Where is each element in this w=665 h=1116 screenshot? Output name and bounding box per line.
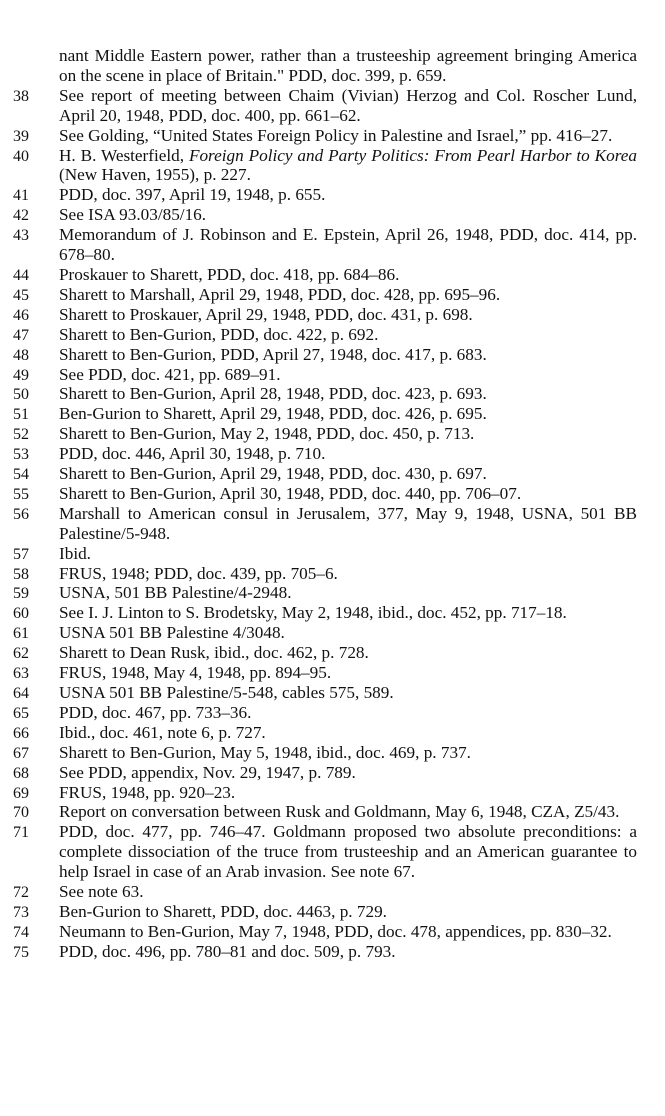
endnote-number: 55 (13, 485, 29, 503)
endnote-42 (13, 205, 637, 225)
endnote-50 (13, 384, 637, 404)
endnote-38 (13, 85, 637, 126)
endnote-text: Ibid. (59, 543, 91, 563)
endnote-68 (13, 762, 637, 783)
endnote-text: See note 63. (59, 882, 144, 902)
endnote-62 (13, 643, 637, 663)
endnote-number: 56 (13, 505, 29, 523)
endnote-67 (13, 742, 637, 763)
endnote-number: 43 (13, 227, 29, 245)
endnote-number: 48 (13, 346, 29, 364)
endnote-72 (13, 882, 637, 902)
endnote-text: USNA, 501 BB Palestine/4-2948. (59, 583, 292, 603)
endnote-63 (13, 663, 637, 683)
endnotes-list (13, 46, 637, 962)
endnote-44 (13, 264, 637, 285)
endnote-46 (13, 304, 637, 325)
endnote-text: Proskauer to Sharett, PDD, doc. 418, pp. 684–86. (59, 264, 400, 284)
endnote-continuation (59, 46, 637, 86)
endnote-59 (13, 583, 637, 603)
endnote-text: Memorandum of J. Robinson and E. Epstein, April 26, 1948, PDD, doc. 414, pp. 678–80. (59, 225, 637, 265)
endnote-text: See I. J. Linton to S. Brodetsky, May 2, 1948, ibid., doc. 452, pp. 717–18. (59, 603, 567, 623)
endnote-text: Sharett to Ben-Gurion, May 5, 1948, ibid., doc. 469, p. 737. (59, 742, 471, 762)
endnote-43 (13, 225, 637, 265)
endnote-text: PDD, doc. 496, pp. 780–81 and doc. 509, p. 793. (59, 941, 396, 961)
endnote-47 (13, 324, 637, 345)
endnote-number: 69 (13, 784, 29, 802)
endnote-text: FRUS, 1948; PDD, doc. 439, pp. 705–6. (59, 563, 338, 583)
endnote-40 (13, 145, 637, 186)
endnote-number: 38 (13, 87, 29, 105)
endnote-number: 45 (13, 286, 29, 304)
endnote-text: FRUS, 1948, pp. 920–23. (59, 782, 236, 802)
endnote-number: 41 (13, 187, 29, 205)
endnote-53 (13, 444, 637, 464)
endnote-number: 64 (13, 685, 29, 702)
endnote-number: 65 (13, 704, 29, 722)
endnote-text: Sharett to Ben-Gurion, May 2, 1948, PDD, doc. 450, p. 713. (59, 424, 475, 444)
endnote-number: 67 (13, 744, 29, 762)
endnote-number: 62 (13, 645, 29, 663)
endnote-number: 46 (13, 306, 29, 324)
endnote-number: 53 (13, 446, 29, 464)
endnote-text: Ben-Gurion to Sharett, PDD, doc. 4463, p. 729. (59, 901, 387, 921)
endnote-39 (13, 125, 637, 146)
endnote-text: PDD, doc. 446, April 30, 1948, p. 710. (59, 444, 326, 464)
endnote-text: See report of meeting between Chaim (Vivian) Herzog and Col. Roscher Lund, April 20, 1948, PDD, doc. 400, pp. 661–62. (59, 85, 637, 125)
endnote-58 (13, 563, 637, 584)
endnote-74 (13, 921, 637, 942)
endnote-text: Sharett to Ben-Gurion, April 30, 1948, PDD, doc. 440, pp. 706–07. (59, 483, 522, 503)
endnote-text: Sharett to Ben-Gurion, PDD, April 27, 1948, doc. 417, p. 683. (59, 344, 487, 364)
endnote-61 (13, 623, 637, 643)
endnote-73 (13, 901, 637, 922)
endnote-number: 68 (13, 764, 29, 782)
endnote-69 (13, 782, 637, 803)
endnote-66 (13, 722, 637, 743)
endnote-text: See PDD, doc. 421, pp. 689–91. (59, 364, 281, 384)
endnote-text: USNA 501 BB Palestine 4/3048. (59, 623, 285, 643)
endnote-70 (13, 802, 637, 822)
endnote-text: Sharett to Ben-Gurion, April 29, 1948, PDD, doc. 430, p. 697. (59, 464, 487, 484)
endnote-65 (13, 702, 637, 723)
endnote-number: 39 (13, 127, 29, 145)
endnote-number: 51 (13, 406, 29, 424)
endnote-text: Marshall to American consul in Jerusalem, 377, May 9, 1948, USNA, 501 BB Palestine/5-948. (59, 503, 637, 543)
endnote-number: 40 (13, 147, 29, 165)
endnote-54 (13, 464, 637, 484)
endnote-text: USNA 501 BB Palestine/5-548, cables 575, 589. (59, 683, 394, 702)
endnote-number: 63 (13, 665, 29, 683)
endnote-number: 57 (13, 545, 29, 563)
endnote-57 (13, 543, 637, 564)
endnote-48 (13, 344, 637, 365)
endnote-number: 71 (13, 824, 29, 842)
endnote-number: 75 (13, 943, 29, 961)
endnote-number: 52 (13, 426, 29, 444)
endnote-number: 60 (13, 605, 29, 623)
endnote-number: 47 (13, 326, 29, 344)
endnote-51 (13, 404, 637, 424)
endnote-text: nant Middle Eastern power, rather than a trusteeship agreement bringing America on the scene in place of Britain." PDD, doc. 399, p. 659. (59, 46, 637, 85)
endnote-number: 54 (13, 466, 29, 484)
endnote-number: 59 (13, 585, 29, 603)
endnote-text: H. B. Westerfield, (59, 145, 189, 165)
endnote-71 (13, 822, 637, 882)
endnote-text: Sharett to Marshall, April 29, 1948, PDD, doc. 428, pp. 695–96. (59, 284, 501, 304)
endnote-number: 50 (13, 386, 29, 404)
endnote-number: 44 (13, 266, 29, 284)
endnote-41 (13, 185, 637, 205)
endnote-text: Ben-Gurion to Sharett, April 29, 1948, PDD, doc. 426, p. 695. (59, 404, 487, 424)
endnote-text: (New Haven, 1955), p. 227. (59, 165, 251, 185)
endnote-text: See Golding, “United States Foreign Policy in Palestine and Israel,” pp. 416–27. (59, 125, 613, 145)
endnote-text: Ibid., doc. 461, note 6, p. 727. (59, 722, 266, 742)
endnote-64 (13, 683, 637, 703)
endnote-italic-title: Foreign Policy and Party Politics: From Pearl Harbor to Korea (188, 145, 637, 165)
endnote-text: Sharett to Ben-Gurion, April 28, 1948, PDD, doc. 423, p. 693. (59, 384, 487, 404)
endnote-52 (13, 424, 637, 444)
endnote-text: Sharett to Dean Rusk, ibid., doc. 462, p. 728. (59, 643, 369, 663)
endnote-number: 49 (13, 366, 29, 384)
endnote-text: Report on conversation between Rusk and Goldmann, May 6, 1948, CZA, Z5/43. (59, 802, 620, 822)
endnote-text: PDD, doc. 397, April 19, 1948, p. 655. (59, 185, 326, 205)
endnote-text: PDD, doc. 477, pp. 746–47. Goldmann proposed two absolute preconditions: a complete dissociation of the truce from trusteeship and an American guarantee to help Israel in case of an Arab invasion. See note 67. (59, 822, 637, 882)
endnote-text: PDD, doc. 467, pp. 733–36. (59, 702, 252, 722)
endnote-number: 74 (13, 923, 29, 941)
endnote-45 (13, 284, 637, 305)
endnote-60 (13, 603, 637, 623)
endnote-number: 61 (13, 625, 29, 643)
endnote-55 (13, 483, 637, 504)
endnote-number: 70 (13, 804, 29, 822)
endnote-text: FRUS, 1948, May 4, 1948, pp. 894–95. (59, 663, 332, 683)
endnote-number: 58 (13, 565, 29, 583)
endnote-75 (13, 941, 637, 962)
endnote-text: Neumann to Ben-Gurion, May 7, 1948, PDD, doc. 478, appendices, pp. 830–32. (59, 921, 612, 941)
endnote-number: 73 (13, 903, 29, 921)
endnote-number: 66 (13, 724, 29, 742)
endnote-number: 72 (13, 884, 29, 902)
endnote-text: See ISA 93.03/85/16. (59, 205, 207, 225)
endnote-56 (13, 503, 637, 544)
endnote-number: 42 (13, 207, 29, 225)
endnote-49 (13, 364, 637, 385)
endnote-text: Sharett to Proskauer, April 29, 1948, PDD, doc. 431, p. 698. (59, 304, 473, 324)
endnote-text: Sharett to Ben-Gurion, PDD, doc. 422, p. 692. (59, 324, 379, 344)
endnote-text: See PDD, appendix, Nov. 29, 1947, p. 789. (59, 762, 356, 782)
